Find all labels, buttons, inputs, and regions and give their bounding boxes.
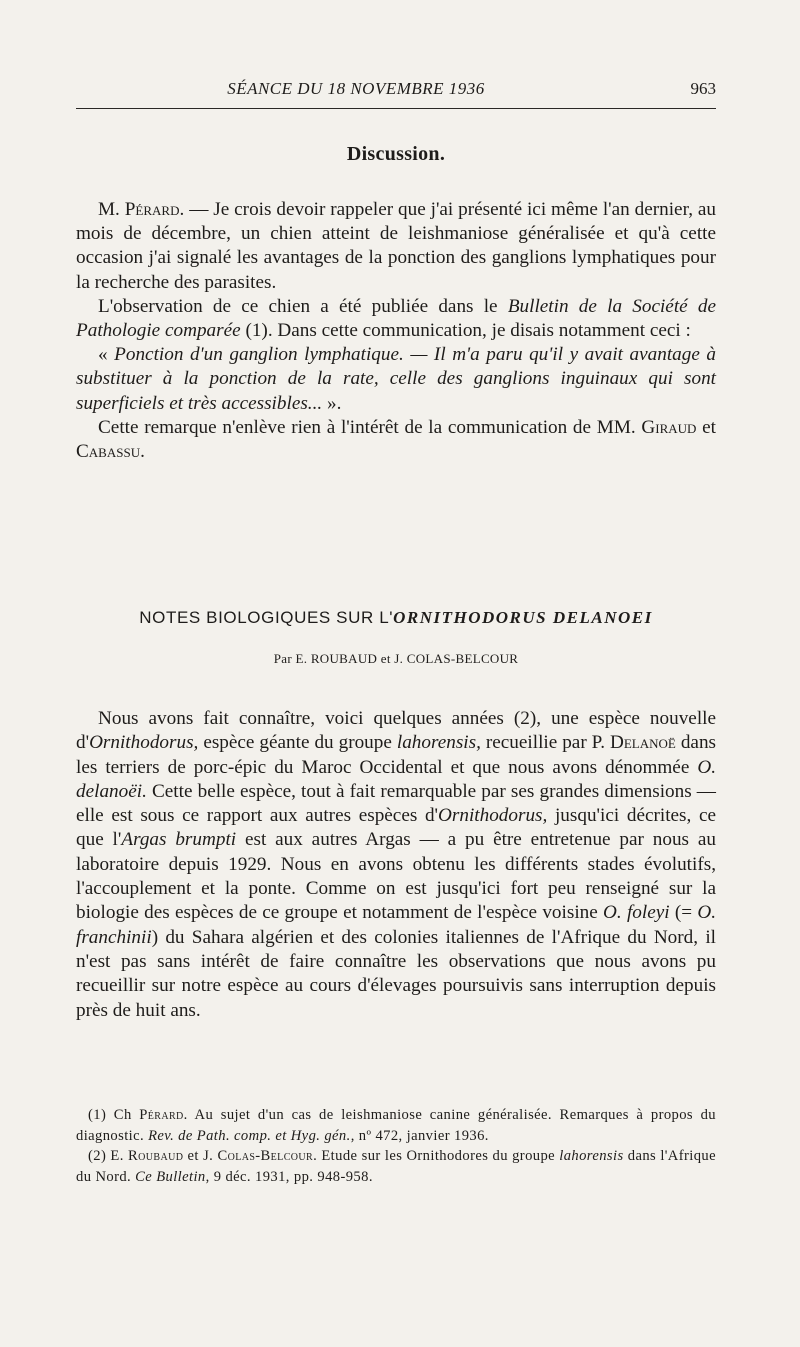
discussion-text: et [696, 416, 716, 438]
footnote-species: lahorensis [559, 1148, 624, 1164]
journal-title: Bulletin de la Société de Pathologie comparée [76, 295, 717, 342]
article-text: jusqu'ici décrites, ce que l' [76, 805, 716, 851]
footnote-text: , 9 déc. 1931, pp. 948-958. [205, 1168, 373, 1185]
species-name: lahorensis, [396, 732, 481, 754]
article-text: est aux autres Argas — a pu être entretenue par nous au laboratoire depuis 1929. Nous en avons obtenu les différents stades évolutifs, l'accouplement et la ponte. Comme on est jusqu'ici fort peu renseigné sur la biologie des espèces de ce groupe et notamment de l'espèce voisine [76, 829, 716, 924]
article-byline: Par E. ROUBAUD et J. COLAS-BELCOUR [273, 651, 519, 666]
article-title-prefix: NOTES BIOLOGIQUES SUR L' [139, 608, 394, 627]
footnote-text: et J. [183, 1148, 218, 1164]
quotation-paragraph [76, 343, 716, 416]
discussion-text: Cette remarque n'enlève rien à l'intérêt de la communication de MM. [98, 416, 642, 438]
discussion-text: . [140, 441, 145, 463]
footnote-author: Colas-Belcour [217, 1148, 314, 1164]
footnote-journal: Ce Bulletin [135, 1168, 206, 1185]
article-title-species: ORNITHODORUS DELANOEI [393, 608, 653, 627]
species-name: O. franchinii [76, 902, 716, 948]
quote-mark: « [98, 344, 115, 366]
person-name: Delanoë [610, 732, 676, 754]
article-text: (= [669, 902, 698, 924]
discussion-paragraph [76, 198, 716, 295]
discussion-paragraph [76, 416, 716, 464]
article-text: Cette belle espèce, tout à fait remarquable par ses grandes dimensions — elle est sous ce rapport aux autres espèces d' [76, 780, 716, 827]
speaker-name: M. Pérard. [98, 199, 185, 220]
discussion-text: L'observation de ce chien a été publiée dans le [98, 295, 508, 317]
discussion-text: — Je crois devoir rappeler que j'ai présenté ici même l'an dernier, au mois de décembre, un chien atteint de leishmaniose généralisée et qu'à cette occasion j'ai signalé les avantages de la ponction des ganglions lymphatiques pour la recherche des parasites. [76, 199, 716, 293]
running-title: SÉANCE DU 18 NOVEMBRE 1936 [227, 79, 485, 98]
page-number: 963 [690, 79, 716, 98]
journal-page [76, 0, 716, 1347]
article-body [76, 707, 716, 1023]
article-title [76, 608, 716, 628]
discussion-text: (1). Dans cette communication, je disais notamment ceci : [240, 320, 691, 342]
article-text: espèce géante du groupe [198, 732, 397, 754]
footnote-text: , nº 472, janvier 1936. [350, 1127, 489, 1144]
footnote-text: (2) E. [88, 1148, 129, 1164]
quote-mark: ». [322, 392, 342, 414]
author-name: Giraud [641, 416, 697, 438]
article-text: recueillie par P. [480, 732, 610, 754]
species-name: Ornithodorus, [438, 805, 548, 827]
discussion-body [76, 198, 716, 464]
running-head [76, 79, 716, 103]
footnote-text: . Au sujet d'un cas de leishmaniose canine généralisée. Remarques à propos du diagnostic. [76, 1107, 716, 1144]
species-name: O. foleyi [603, 902, 670, 924]
article-text: dans les terriers de porc-épic du Maroc Occidental et que nous avons dénommée [76, 732, 716, 778]
footnote-text: (1) Ch [88, 1107, 140, 1123]
footnote-journal: Rev. de Path. comp. et Hyg. gén. [148, 1127, 351, 1144]
footnote-2 [76, 1146, 716, 1187]
discussion-title: Discussion. [346, 143, 446, 165]
species-name: O. delanoëi. [76, 756, 716, 802]
discussion-paragraph [76, 295, 716, 343]
quotation: Ponction d'un ganglion lymphatique. — Il m'a paru qu'il y avait avantage à substituer à la ponction de la rate, celle des ganglions inguinaux qui sont superficiels et très accessibles... [76, 344, 717, 414]
footnote-author: Roubaud [128, 1148, 184, 1164]
species-name: Argas brumpti [121, 829, 237, 851]
species-name: Ornithodorus, [89, 732, 199, 754]
footnote-author: Pérard [139, 1107, 184, 1123]
footnote-text: dans l'Afrique du Nord. [76, 1148, 716, 1185]
footnotes [76, 1105, 716, 1187]
article-paragraph [76, 707, 716, 1023]
author-name: Cabassu [76, 441, 141, 463]
footnote-1 [76, 1105, 716, 1146]
header-rule [76, 108, 716, 109]
article-text: ) du Sahara algérien et des colonies italiennes de l'Afrique du Nord, il n'est pas sans intérêt de faire connaître les observations que nous avons pu recueillir sur notre espèce au cours d'élevages poursuivis sans interruption depuis près de huit ans. [76, 926, 716, 1021]
article-text: Nous avons fait connaître, voici quelques années (2), une espèce nouvelle d' [76, 708, 716, 754]
footnote-text: . Etude sur les Ornithodores du groupe [313, 1148, 560, 1164]
